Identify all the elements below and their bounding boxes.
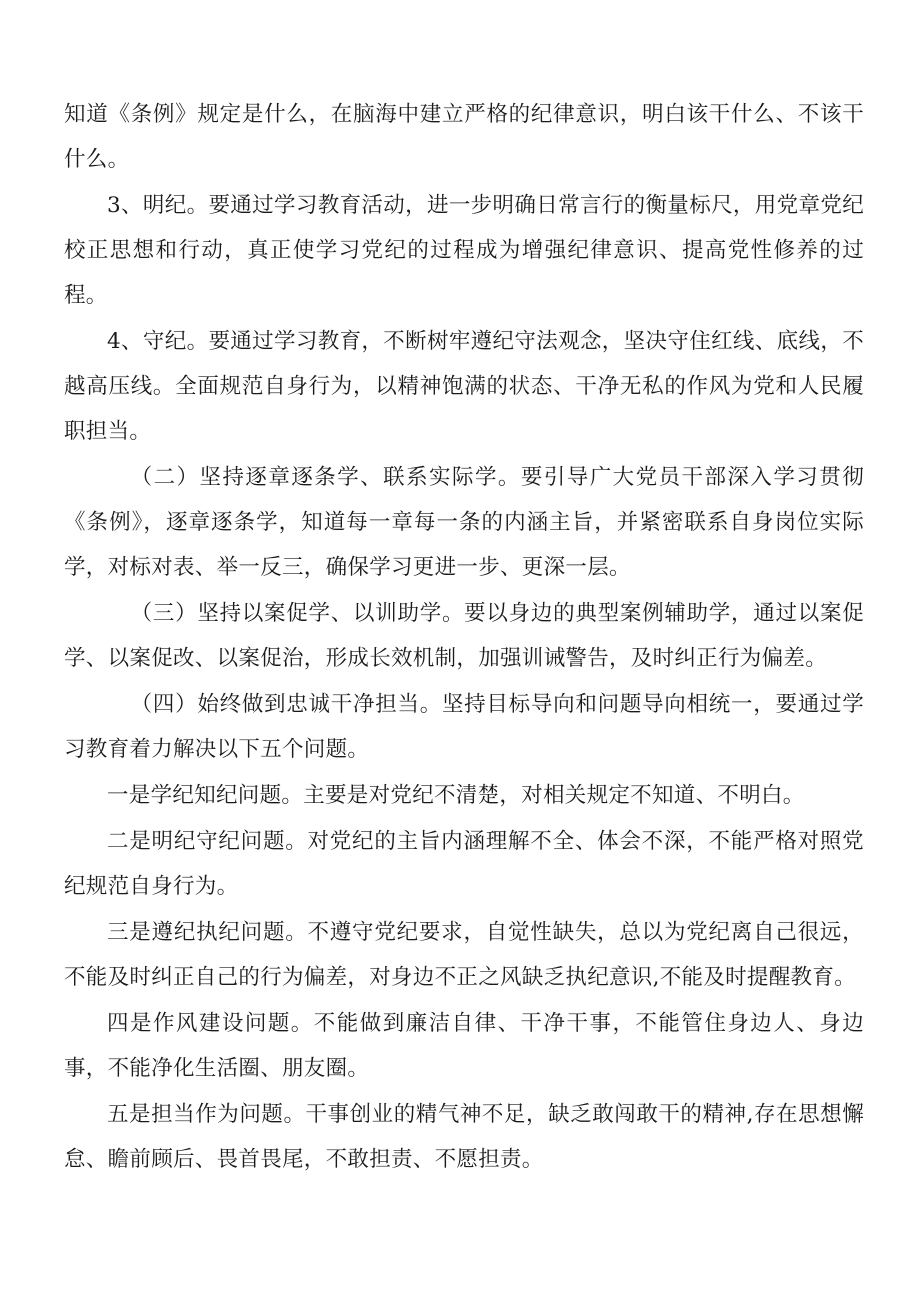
paragraph-section-2: （二）坚持逐章逐条学、联系实际学。要引导广大党员干部深入学习贯彻《条例》，逐章逐条学，知道每一章每一条的内涵主旨，并紧密联系自身岗位实际学，对标对表、举一反三，确保学习更进一步、更深一层。 bbox=[64, 465, 864, 580]
document-body bbox=[64, 92, 864, 1182]
paragraph-mingji: 3、明纪。要通过学习教育活动，进一步明确日常言行的衡量标尺，用党章党纪校正思想和行动，真正使学习党纪的过程成为增强纪律意识、提高党性修养的过程。 bbox=[64, 193, 864, 308]
paragraph-section-3: （三）坚持以案促学、以训助学。要以身边的典型案例辅助学，通过以案促学、以案促改、以案促治，形成长效机制，加强训诫警告，及时纠正行为偏差。 bbox=[64, 601, 864, 671]
paragraph-problem-4: 四是作风建设问题。不能做到廉洁自律、干净干事，不能管住身边人、身边事，不能净化生活圈、朋友圈。 bbox=[64, 1011, 864, 1081]
paragraph-problem-2: 二是明纪守纪问题。对党纪的主旨内涵理解不全、体会不深，不能严格对照党纪规范自身行为。 bbox=[64, 829, 864, 899]
paragraph-problem-5: 五是担当作为问题。干事创业的精气神不足，缺乏敢闯敢干的精神,存在思想懈怠、瞻前顾后、畏首畏尾，不敢担责、不愿担责。 bbox=[64, 1102, 864, 1172]
paragraph-problem-3: 三是遵纪执纪问题。不遵守党纪要求，自觉性缺失，总以为党纪离自己很远，不能及时纠正自己的行为偏差，对身边不正之风缺乏执纪意识,不能及时提醒教育。 bbox=[64, 920, 864, 990]
paragraph-problem-1: 一是学纪知纪问题。主要是对党纪不清楚，对相关规定不知道、不明白。 bbox=[107, 783, 805, 808]
paragraph-continuation: 知道《条例》规定是什么，在脑海中建立严格的纪律意识，明白该干什么、不该干什么。 bbox=[64, 102, 864, 172]
paragraph-shouji: 4、守纪。要通过学习教育，不断树牢遵纪守法观念，坚决守住红线、底线，不越高压线。全面规范自身行为，以精神饱满的状态、干净无私的作风为党和人民履职担当。 bbox=[64, 329, 864, 444]
paragraph-section-4: （四）始终做到忠诚干净担当。坚持目标导向和问题导向相统一，要通过学习教育着力解决以下五个问题。 bbox=[64, 692, 864, 762]
